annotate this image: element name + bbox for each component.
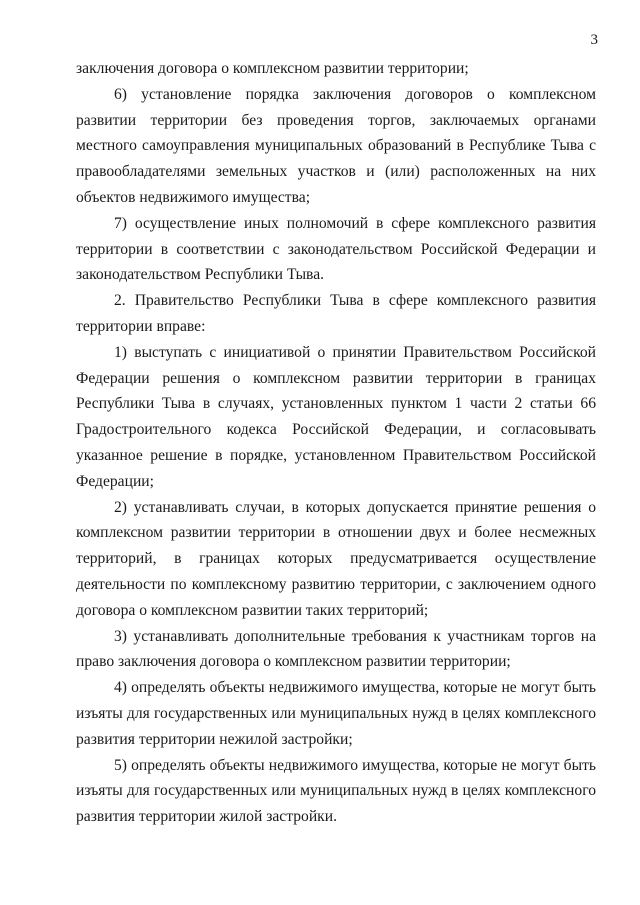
document-body [76, 56, 596, 830]
paragraph-section-2: 2. Правительство Республики Тыва в сфере комплексного развития территории вправе: [76, 292, 596, 335]
paragraph-continuation: заключения договора о комплексном развитии территории; [76, 60, 469, 77]
paragraph-subitem-3: 3) устанавливать дополнительные требования к участникам торгов на право заключения договора о комплексном развитии территории; [76, 627, 596, 671]
paragraph-subitem-4: 4) определять объекты недвижимого имущества, которые не могут быть изъяты для государственных или муниципальных нужд в целях комплексного развития территории нежилой застройки; [76, 679, 596, 748]
paragraph-subitem-2: 2) устанавливать случаи, в которых допускается принятие решения о комплексном развитии территории в отношении двух и более несмежных территорий, в границах которых предусматривается осуществление деятельности по комплексному развитию территории, с заключением одного договора о комплексном развитии таких территорий; [76, 498, 596, 619]
page-number: 3 [590, 32, 598, 48]
paragraph-subitem-5: 5) определять объекты недвижимого имущества, которые не могут быть изъяты для государственных или муниципальных нужд в целях комплексного развития территории жилой застройки. [76, 756, 596, 826]
paragraph-subitem-1: 1) выступать с инициативой о принятии Правительством Российской Федерации решения о комплексном развитии территории в границах Республики Тыва в случаях, установленных пунктом 1 части 2 статьи 66 Градостроительного кодекса Российской Федерации, и согласовывать указанное решение в порядке, установленном Правительством Российской Федерации; [76, 343, 596, 490]
paragraph-item-6: 6) установление порядка заключения договоров о комплексном развитии территории без проведения торгов, заключаемых органами местного самоуправления муниципальных образований в Республике Тыва с правообладателями земельных участков и (или) расположенных на них объектов недвижимого имущества; [76, 85, 596, 206]
paragraph-item-7: 7) осуществление иных полномочий в сфере комплексного развития территории в соответствии с законодательством Российской Федерации и законодательством Республики Тыва. [76, 214, 596, 284]
